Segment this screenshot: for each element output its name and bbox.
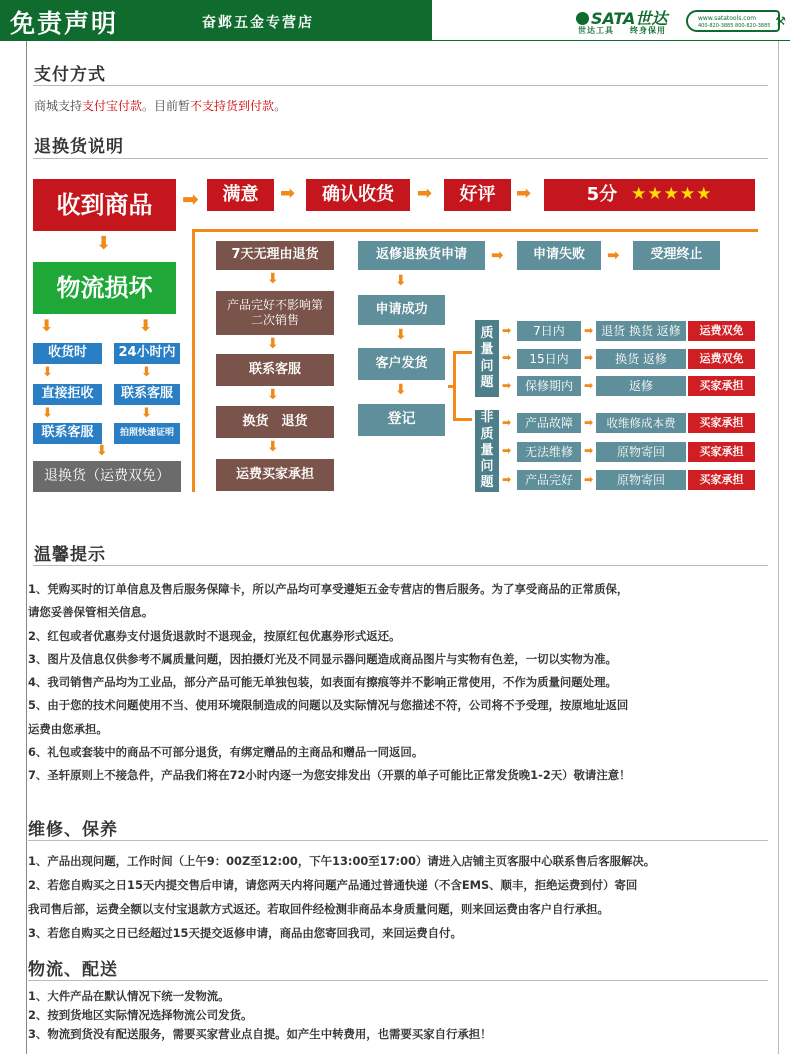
arrow-right-icon: ➡ xyxy=(584,416,594,429)
arrow-down-icon: ⬇ xyxy=(267,336,279,352)
brand-tagline xyxy=(578,25,682,36)
box-satisfied: 满意 xyxy=(207,179,274,211)
repair-line: 2、若您自购买之日15天内提交售后申请，请您两天内将问题产品通过普通快递（不含EMS、顺丰，拒绝运费到付）寄回 xyxy=(28,878,638,892)
repair-list xyxy=(28,849,768,945)
tips-list xyxy=(28,578,768,788)
arrow-down-icon: ⬇ xyxy=(96,443,108,459)
action-cell: 换货 返修 xyxy=(596,349,686,369)
arrow-right-icon: ➡ xyxy=(607,246,620,264)
action-cell: 返修 xyxy=(596,376,686,396)
bracket-top xyxy=(453,351,472,354)
score-text: 5分 xyxy=(586,183,618,205)
label-quality-issue: 质量问题 xyxy=(475,320,499,397)
arrow-down-icon: ⬇ xyxy=(40,316,54,335)
arrow-right-icon: ➡ xyxy=(491,246,504,264)
tips-heading: 温馨提示 xyxy=(34,545,106,565)
arrow-right-icon: ➡ xyxy=(584,324,594,337)
arrow-down-icon: ⬇ xyxy=(395,327,407,343)
returns-divider xyxy=(33,158,768,159)
box-refuse: 直接拒收 xyxy=(33,384,102,405)
box-praise: 好评 xyxy=(444,179,511,211)
box-request-ok: 申请成功 xyxy=(358,295,445,325)
box-buyer-shipping: 运费买家承担 xyxy=(216,459,334,491)
tip-line: 1、凭购买时的订单信息及售后服务保障卡，所以产品均可享受遵矩五金专营店的售后服务。为了享受商品的正常质保， xyxy=(28,582,629,596)
header-divider xyxy=(0,40,790,41)
brand-url: www.satatools.com xyxy=(698,15,757,22)
logistics-line: 3、物流到货没有配送服务，需要买家营业点自提。如产生中转费用，也需要买家自行承担！ xyxy=(28,1027,492,1041)
arrow-right-icon: ➡ xyxy=(502,324,512,337)
arrow-right-icon: ➡ xyxy=(584,351,594,364)
payment-divider xyxy=(33,85,768,86)
tip-line: 4、我司销售产品均为工业品，部分产品可能无单独包装，如表面有擦痕等并不影响正常使用，不作为质量问题处理。 xyxy=(28,675,617,690)
arrow-right-icon: ➡ xyxy=(516,183,532,204)
arrow-right-icon: ➡ xyxy=(584,444,594,457)
fee-cell: 买家承担 xyxy=(688,470,755,490)
five-stars-icon: ★★★★★ xyxy=(631,184,713,205)
box-within-24h: 24小时内 xyxy=(114,343,180,364)
arrow-right-icon: ➡ xyxy=(502,444,512,457)
payment-text-a: 商城支持 xyxy=(34,99,83,113)
logistics-divider xyxy=(28,980,768,981)
box-contact-cs-b: 联系客服 xyxy=(33,423,102,444)
label-non-quality-issue: 非质量问题 xyxy=(475,410,499,492)
action-cell: 原物寄回 xyxy=(596,470,686,490)
action-cell: 退货 换货 返修 xyxy=(596,321,686,341)
tip-line: 6、礼包或套装中的商品不可部分退货，有绑定赠品的主商品和赠品一同返回。 xyxy=(28,745,424,760)
arrow-right-icon: ➡ xyxy=(502,416,512,429)
logo-icon xyxy=(576,12,589,25)
arrow-down-icon: ⬇ xyxy=(395,382,407,398)
header-banner xyxy=(0,0,790,40)
box-contact-cs-a: 联系客服 xyxy=(114,384,180,405)
arrow-right-icon: ➡ xyxy=(584,473,594,486)
fee-cell: 买家承担 xyxy=(688,442,755,462)
repair-line: 我司售后部，运费全额以支付宝退款方式返还。若取回件经检测非商品本身质量问题，则来回运费由客户自行承担。 xyxy=(28,902,609,916)
box-on-receipt: 收货时 xyxy=(33,343,102,364)
tip-line: 2、红包或者优惠券支付退货退款时不退现金，按原红包优惠券形式返还。 xyxy=(28,628,401,643)
payment-heading: 支付方式 xyxy=(34,65,106,85)
page-title: 免责声明 xyxy=(10,9,119,38)
logistics-heading: 物流、配送 xyxy=(28,960,118,980)
action-cell: 原物寄回 xyxy=(596,442,686,462)
box-contact-cs-c: 联系客服 xyxy=(216,354,334,386)
payment-alipay: 支付宝付款 xyxy=(82,99,143,113)
returns-heading: 退换货说明 xyxy=(34,137,124,157)
logistics-line: 1、大件产品在默认情况下统一发物流。 xyxy=(28,989,230,1003)
logistics-line: 2、按到货地区实际情况选择物流公司发货。 xyxy=(28,1008,253,1022)
arrow-right-icon: ➡ xyxy=(417,183,433,204)
arrow-down-icon: ⬇ xyxy=(42,406,53,421)
cond-cell: 产品完好 xyxy=(517,470,581,490)
box-confirm: 确认收货 xyxy=(306,179,410,211)
arrow-down-icon: ⬇ xyxy=(96,233,112,254)
shop-name: 奋邺五金专营店 xyxy=(202,15,314,31)
box-express-proof: 拍照快递证明 xyxy=(114,423,180,444)
frame-left-border xyxy=(26,41,27,1054)
box-exchange-return: 换货 退货 xyxy=(216,406,334,438)
repair-line: 1、产品出现问题，工作时间（上午9：00Z至12:00，下午13:00至17:00）请进入店铺主页客服中心联系售后客服解决。 xyxy=(28,854,656,868)
box-customer-ship: 客户发货 xyxy=(358,348,445,380)
arrow-down-icon: ⬇ xyxy=(141,406,152,421)
box-intact: 产品完好不影响第二次销售 xyxy=(216,291,334,335)
box-terminated: 受理终止 xyxy=(633,241,720,270)
cond-cell: 无法维修 xyxy=(517,442,581,462)
arrow-down-icon: ⬇ xyxy=(267,439,279,455)
fee-cell: 买家承担 xyxy=(688,413,755,433)
flow-separator-horizontal xyxy=(192,229,758,232)
arrow-right-icon: ➡ xyxy=(182,187,199,211)
frame-right-border xyxy=(778,41,779,1054)
tip-line: 运费由您承担。 xyxy=(28,721,108,736)
arrow-down-icon: ⬇ xyxy=(395,273,407,289)
payment-no-cod: 不支持货到付款 xyxy=(190,99,275,113)
tagline-left: 世达工具 xyxy=(578,26,614,35)
cond-cell: 产品故障 xyxy=(517,413,581,433)
box-request-fail: 申请失败 xyxy=(517,241,601,270)
arrow-right-icon: ➡ xyxy=(502,379,512,392)
repair-divider xyxy=(28,840,768,841)
cond-cell: 15日内 xyxy=(517,349,581,369)
logistics-list xyxy=(28,987,768,1044)
arrow-down-icon: ⬇ xyxy=(42,365,53,380)
fee-cell: 运费双免 xyxy=(688,321,755,341)
box-register: 登记 xyxy=(358,404,445,436)
arrow-right-icon: ➡ xyxy=(502,351,512,364)
tips-divider xyxy=(33,565,768,566)
box-return-free: 退换货（运费双免） xyxy=(33,461,181,492)
cond-cell: 7日内 xyxy=(517,321,581,341)
repair-line: 3、若您自购买之日已经超过15天提交返修申请，商品由您寄回我司，来回运费自付。 xyxy=(28,926,462,940)
action-cell: 收维修成本费 xyxy=(596,413,686,433)
fee-cell: 运费双免 xyxy=(688,349,755,369)
box-no-reason: 7天无理由退货 xyxy=(216,241,334,270)
wrench-icon: ⚒ xyxy=(775,14,786,28)
payment-text-e: 。 xyxy=(274,99,287,113)
tip-line: 5、由于您的技术问题使用不当、使用环境限制造成的问题以及实际情况与您描述不符，公司将不予受理，按原地址返回 xyxy=(28,698,629,713)
tip-line: 7、圣轩原则上不接急件，产品我们将在72小时内逐一为您安排发出（开票的单子可能比正常发货晚1-2天）敬请注意！ xyxy=(28,768,631,783)
box-damaged: 物流损坏 xyxy=(33,262,176,314)
logo-text: SATA世达 xyxy=(591,9,668,28)
bracket-stub xyxy=(448,385,456,388)
cond-cell: 保修期内 xyxy=(517,376,581,396)
payment-text xyxy=(34,97,286,114)
arrow-right-icon: ➡ xyxy=(502,473,512,486)
box-received: 收到商品 xyxy=(33,179,176,231)
arrow-right-icon: ➡ xyxy=(280,183,296,204)
payment-text-c: 。目前暂 xyxy=(142,99,191,113)
arrow-right-icon: ➡ xyxy=(584,379,594,392)
tip-line: 3、图片及信息仅供参考不属质量问题，因拍摄灯光及不同显示器问题造成商品图片与实物有色差，一切以实物为准。 xyxy=(28,651,617,666)
arrow-down-icon: ⬇ xyxy=(267,387,279,403)
tagline-right: 终身保用 xyxy=(630,26,666,35)
fee-cell: 买家承担 xyxy=(688,376,755,396)
flow-separator-vertical xyxy=(192,229,195,492)
arrow-down-icon: ⬇ xyxy=(139,316,153,335)
brand-tel: 400-820-3885 800-820-3885 xyxy=(698,23,771,29)
tip-line: 请您妥善保管相关信息。 xyxy=(28,605,154,620)
box-repair-request: 返修退换货申请 xyxy=(358,241,485,270)
repair-heading: 维修、保养 xyxy=(28,820,118,840)
brand-url-badge xyxy=(686,10,786,32)
arrow-down-icon: ⬇ xyxy=(141,365,152,380)
box-score xyxy=(544,179,755,211)
arrow-down-icon: ⬇ xyxy=(267,271,279,287)
bracket-bottom xyxy=(453,418,472,421)
